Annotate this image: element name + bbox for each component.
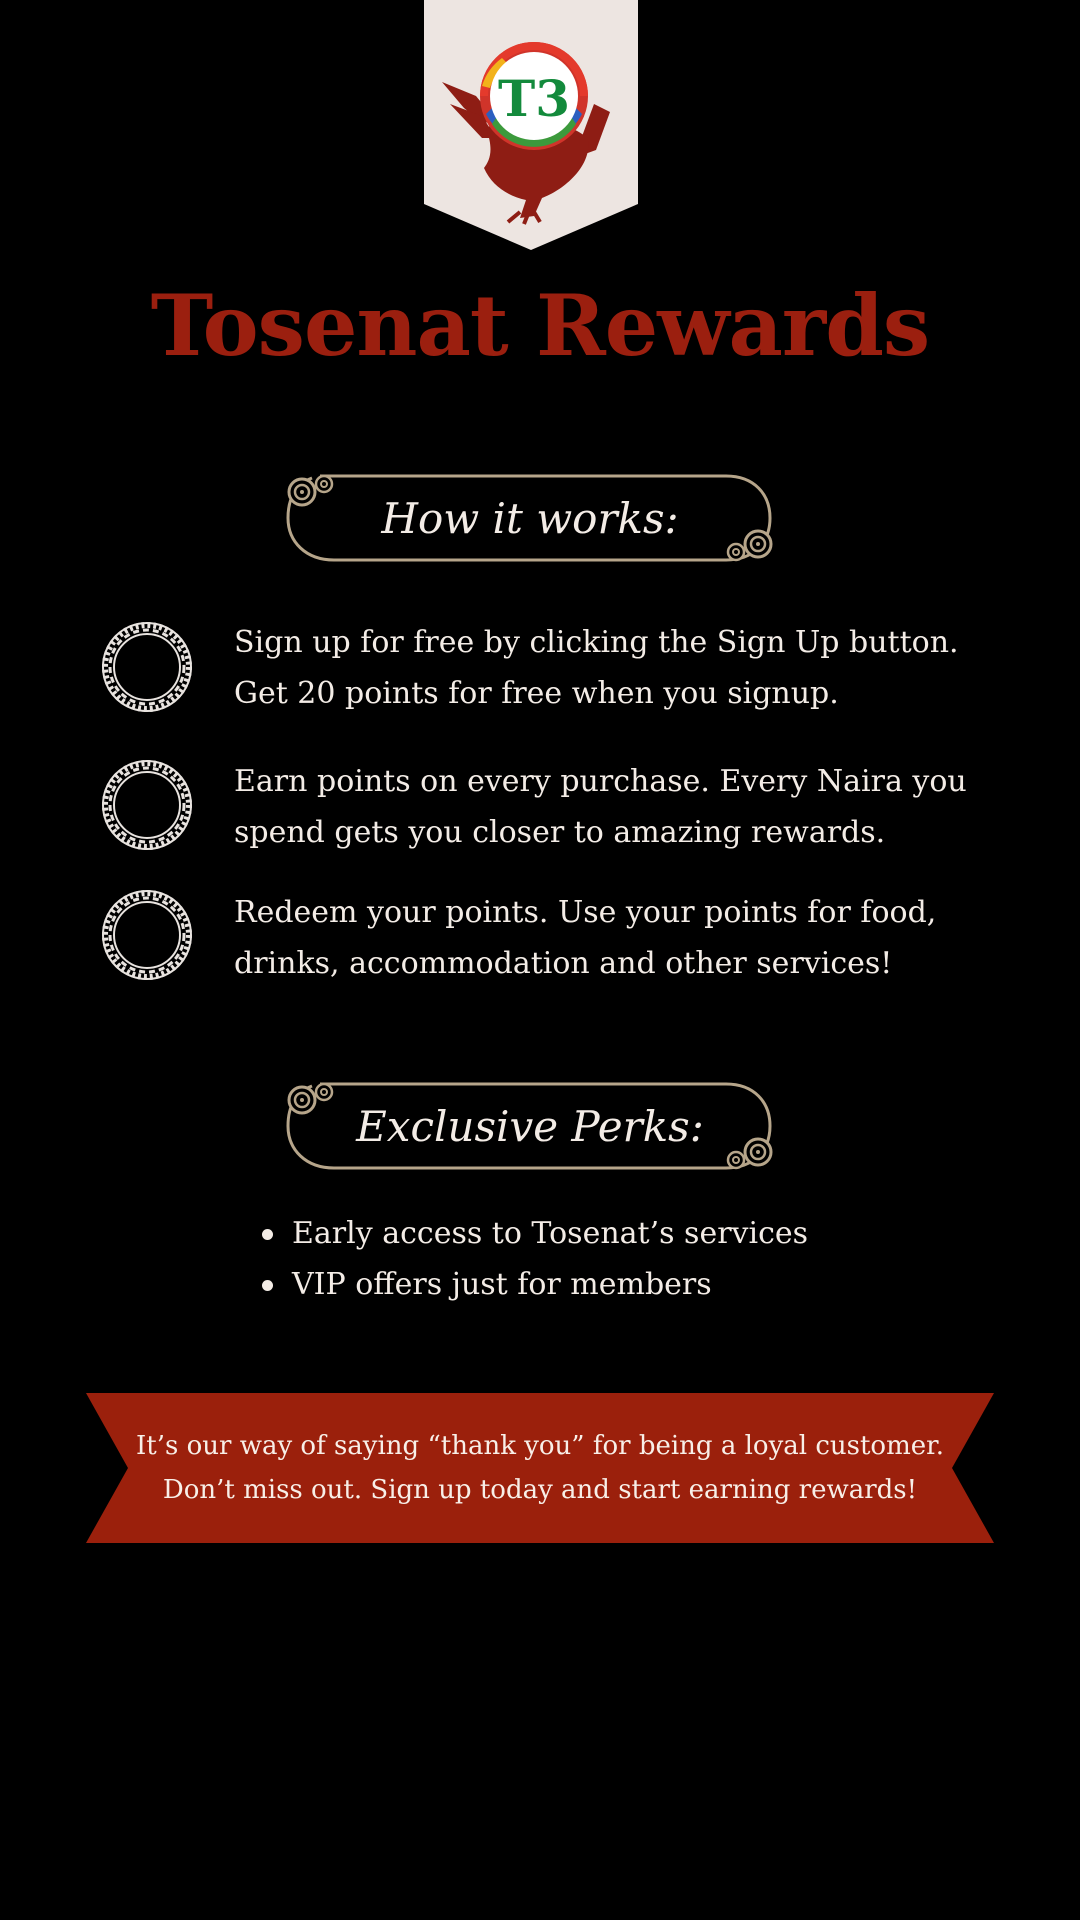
thank-you-banner — [86, 1393, 994, 1543]
logo-monogram: T3 — [498, 69, 570, 128]
perk-item: Early access to Tosenat’s services — [262, 1208, 962, 1259]
logo-emblem — [424, 0, 638, 250]
exclusive-perks-heading-frame — [280, 1076, 780, 1176]
perks-list — [262, 1208, 962, 1310]
greek-key-ring-icon — [100, 620, 194, 714]
banner-line-2: Don’t miss out. Sign up today and start earning rewards! — [162, 1475, 918, 1505]
logo-banner — [424, 0, 638, 250]
greek-key-ring-icon — [100, 758, 194, 852]
how-it-works-heading-frame — [280, 468, 780, 568]
step-text: Sign up for free by clicking the Sign Up button. Get 20 points for free when you signup. — [234, 625, 959, 711]
step-text: Redeem your points. Use your points for food, drinks, accommodation and other services! — [234, 895, 937, 981]
greek-key-ring-icon — [100, 888, 194, 982]
exclusive-perks-heading: Exclusive Perks: — [356, 1101, 704, 1151]
step-text: Earn points on every purchase. Every Naira you spend gets you closer to amazing rewards. — [234, 764, 967, 850]
page-title: Tosenat Rewards — [150, 276, 930, 375]
perk-item: VIP offers just for members — [262, 1259, 962, 1310]
banner-line-1: It’s our way of saying “thank you” for being a loyal customer. — [136, 1431, 944, 1461]
how-it-works-heading: How it works: — [381, 493, 679, 543]
